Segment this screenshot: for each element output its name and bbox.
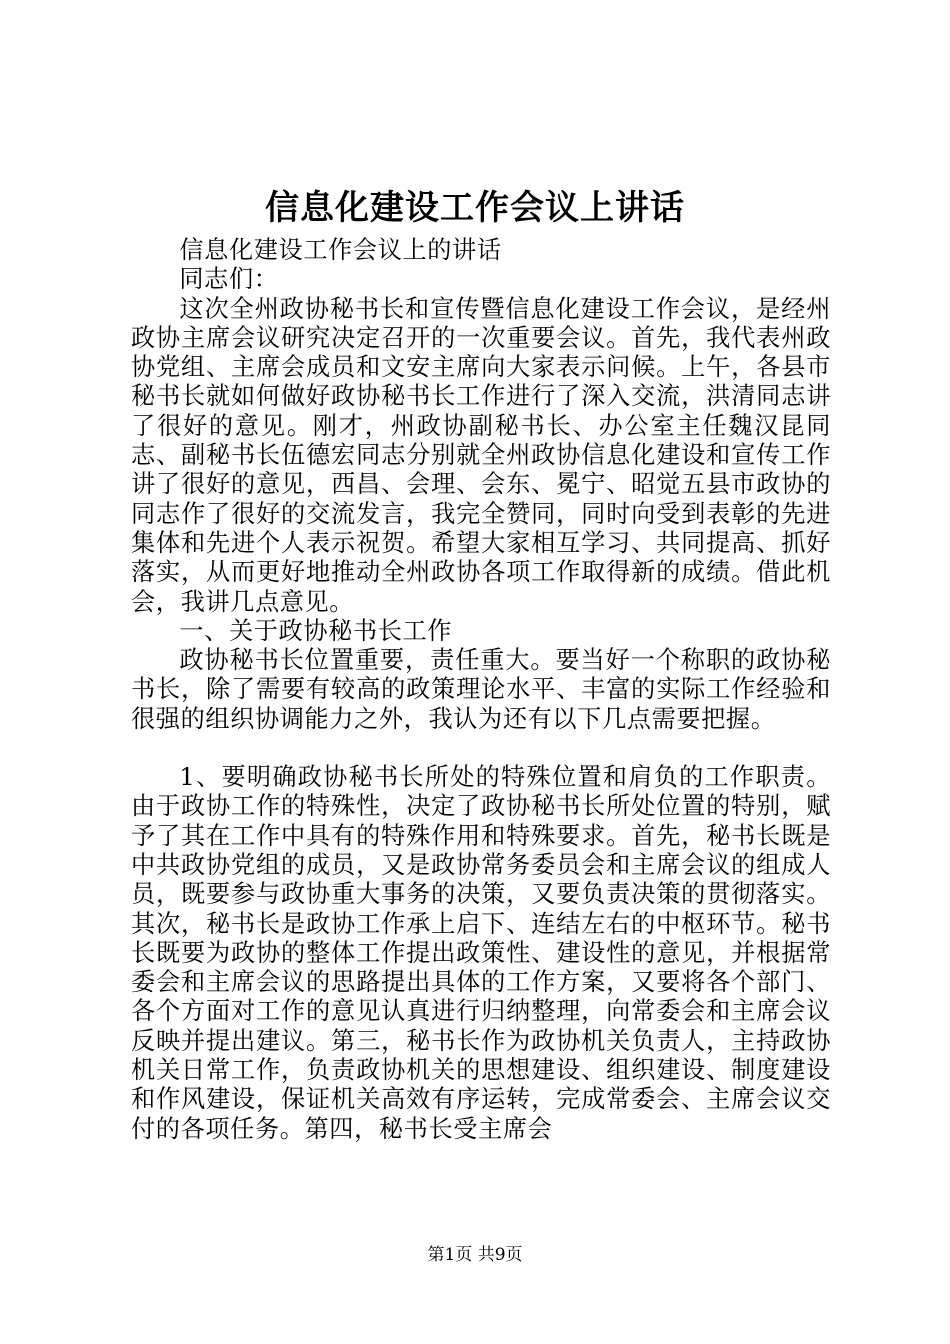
document-title: 信息化建设工作会议上讲话 xyxy=(265,188,685,228)
paragraph-opening: 这次全州政协秘书长和宣传暨信息化建设工作会议，是经州政协主席会议研究决定召开的一次重要会议。首先，我代表州政协党组、主席会成员和文安主席向大家表示问候。上午，各县市秘书长就如何做好政协秘书长工作进行了深入交流，洪清同志讲了很好的意见。刚才，州政协副秘书长、办公室主任魏汉昆同志、副秘书长伍德宏同志分别就全州政协信息化建设和宣传工作讲了很好的意见，西昌、会理、会东、冕宁、昭觉五县市政协的同志作了很好的交流发言，我完全赞同，同时向受到表彰的先进集体和先进个人表示祝贺。希望大家相互学习、共同提高、抓好落实，从而更好地推动全州政协各项工作取得新的成绩。借此机会，我讲几点意见。 xyxy=(131,294,831,616)
paragraph-section-intro: 政协秘书长位置重要，责任重大。要当好一个称职的政协秘书长，除了需要有较高的政策理论水平、丰富的实际工作经验和很强的组织协调能力之外，我认为还有以下几点需要把握。 xyxy=(131,646,831,733)
paragraph-salutation: 同志们： xyxy=(179,265,279,294)
page-footer: 第1页 共9页 xyxy=(427,1245,523,1265)
document-body xyxy=(131,236,831,1144)
section-heading-1: 一、关于政协秘书长工作 xyxy=(179,616,453,645)
paragraph-subtitle: 信息化建设工作会议上的讲话 xyxy=(179,236,502,264)
paragraph-point-1: 1、要明确政协秘书长所处的特殊位置和肩负的工作职责。由于政协工作的特殊性，决定了政协秘书长所处位置的特别，赋予了其在工作中具有的特殊作用和特殊要求。首先，秘书长既是中共政协党组的成员，又是政协常务委员会和主席会议的组成人员，既要参与政协重大事务的决策，又要负责决策的贯彻落实。其次，秘书长是政协工作承上启下、连结左右的中枢环节。秘书长既要为政协的整体工作提出政策性、建设性的意见，并根据常委会和主席会议的思路提出具体的工作方案，又要将各个部门、各个方面对工作的意见认真进行归纳整理，向常委会和主席会议反映并提出建议。第三，秘书长作为政协机关负责人，主持政协机关日常工作，负责政协机关的思想建设、组织建设、制度建设和作风建设，保证机关高效有序运转，完成常委会、主席会议交付的各项任务。第四，秘书长受主席会 xyxy=(131,763,831,1143)
